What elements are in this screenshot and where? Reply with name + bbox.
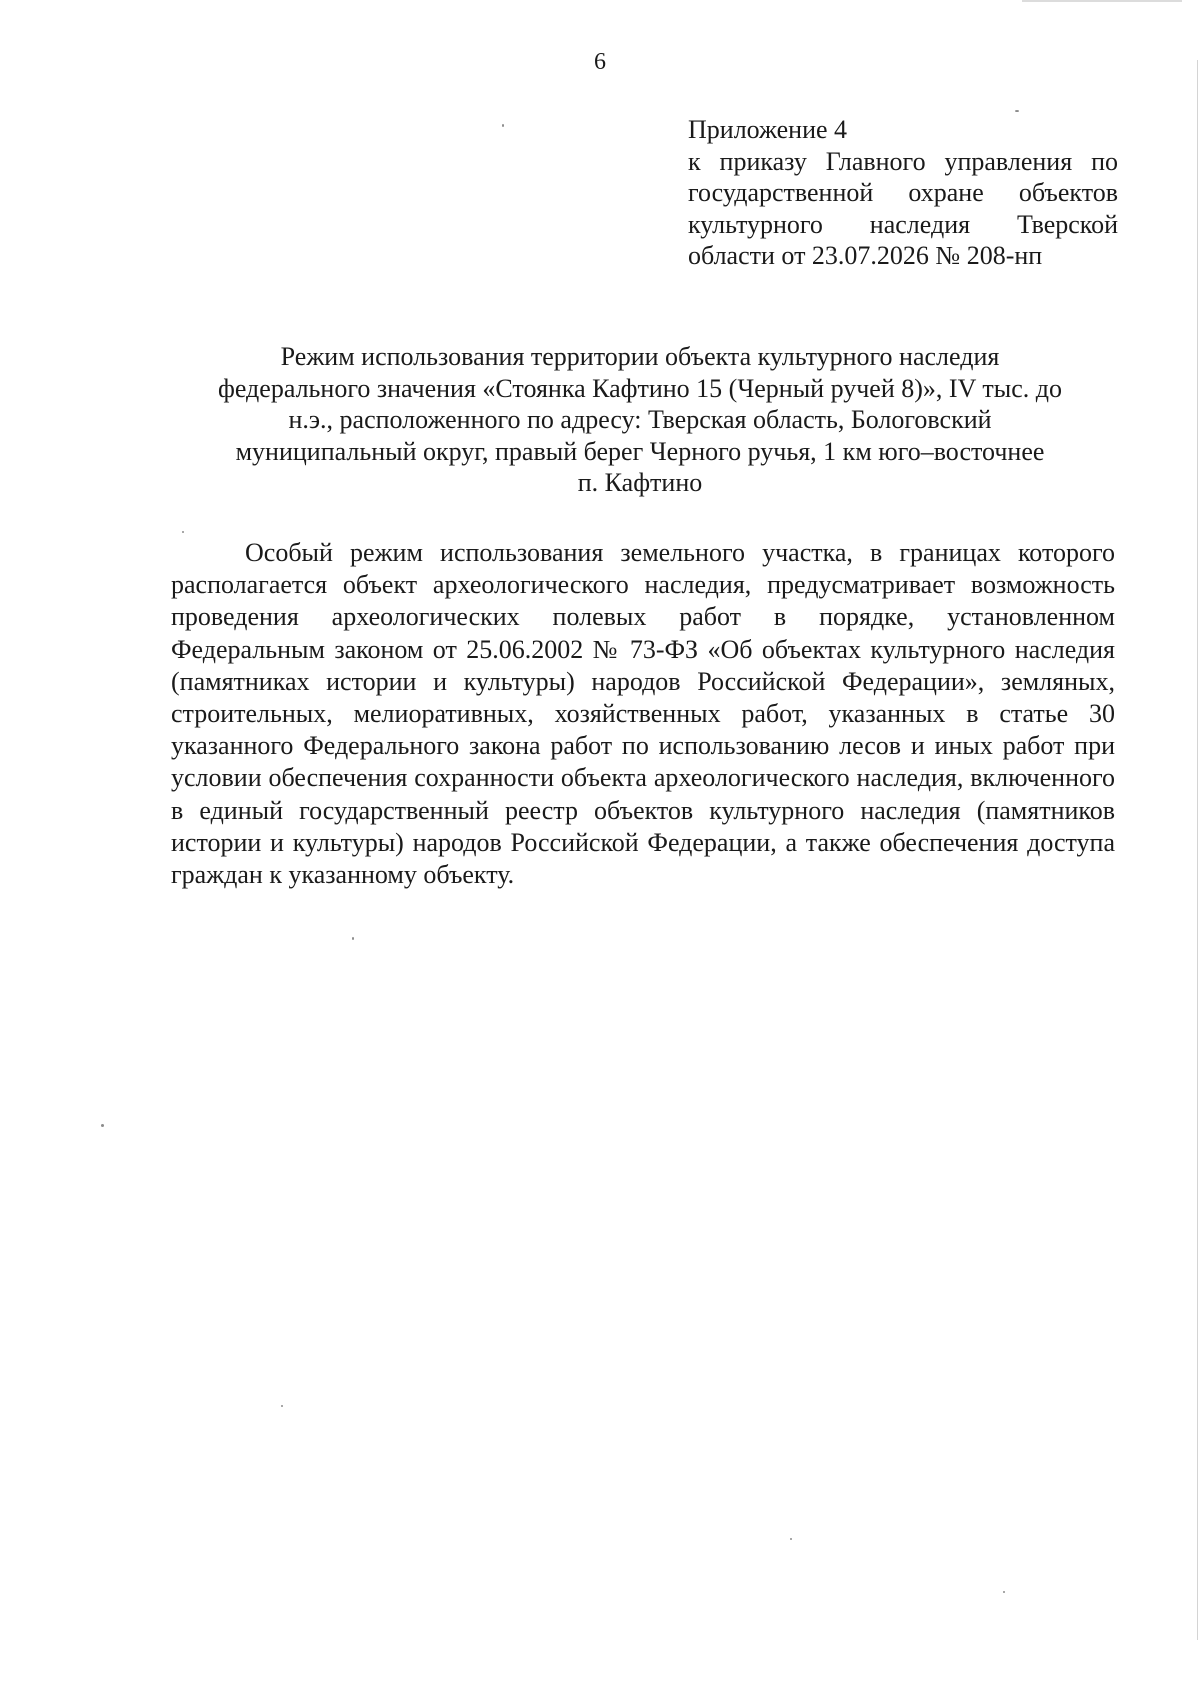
title-line: муниципальный округ, правый берег Черного ручья, 1 км юго–восточнее — [235, 436, 1045, 466]
title-line: федерального значения «Стоянка Кафтино 15 (Черный ручей 8)», IV тыс. до — [218, 373, 1062, 403]
scan-speck — [101, 1124, 104, 1127]
appendix-title: Приложение 4 — [688, 115, 848, 144]
scan-speck — [281, 1405, 283, 1407]
scan-edge-top — [1022, 0, 1182, 2]
appendix-reference: к приказу Главного управления по государственной охране объектов культурного наследия Тверской области от 23.07.2026 № 208-нп — [688, 146, 1118, 270]
scan-speck — [352, 937, 354, 940]
appendix-block — [688, 114, 1118, 272]
title-line: п. Кафтино — [577, 468, 703, 497]
document-title — [160, 341, 1120, 499]
scan-edge-right — [1197, 60, 1198, 1640]
scan-speck — [1003, 1591, 1005, 1593]
scan-speck — [790, 1538, 792, 1540]
scan-speck — [1015, 110, 1019, 112]
body-paragraph: Особый режим использования земельного участка, в границах которого располагается объект археологического наследия, предусматривает возможность проведения археологических полевых работ в порядке, установленном Федеральным законом от 25.06.2002 № 73-ФЗ «Об объектах культурного наследия (памятниках истории и культуры) народов Российской Федерации», земляных, строительных, мелиоративных, хозяйственных работ, указанных в статье 30 указанного Федерального закона работ по использованию лесов и иных работ при условии обеспечения сохранности объекта археологического наследия, включенного в единый государственный реестр объектов культурного наследия (памятников истории и культуры) народов Российской Федерации, а также обеспечения доступа граждан к указанному объекту. — [171, 538, 1115, 890]
page-number: 6 — [594, 49, 606, 75]
scan-speck — [502, 124, 504, 127]
scan-speck — [182, 531, 184, 533]
title-line: Режим использования территории объекта культурного наследия — [280, 342, 1000, 371]
title-line: н.э., расположенного по адресу: Тверская область, Бологовский — [288, 405, 992, 434]
